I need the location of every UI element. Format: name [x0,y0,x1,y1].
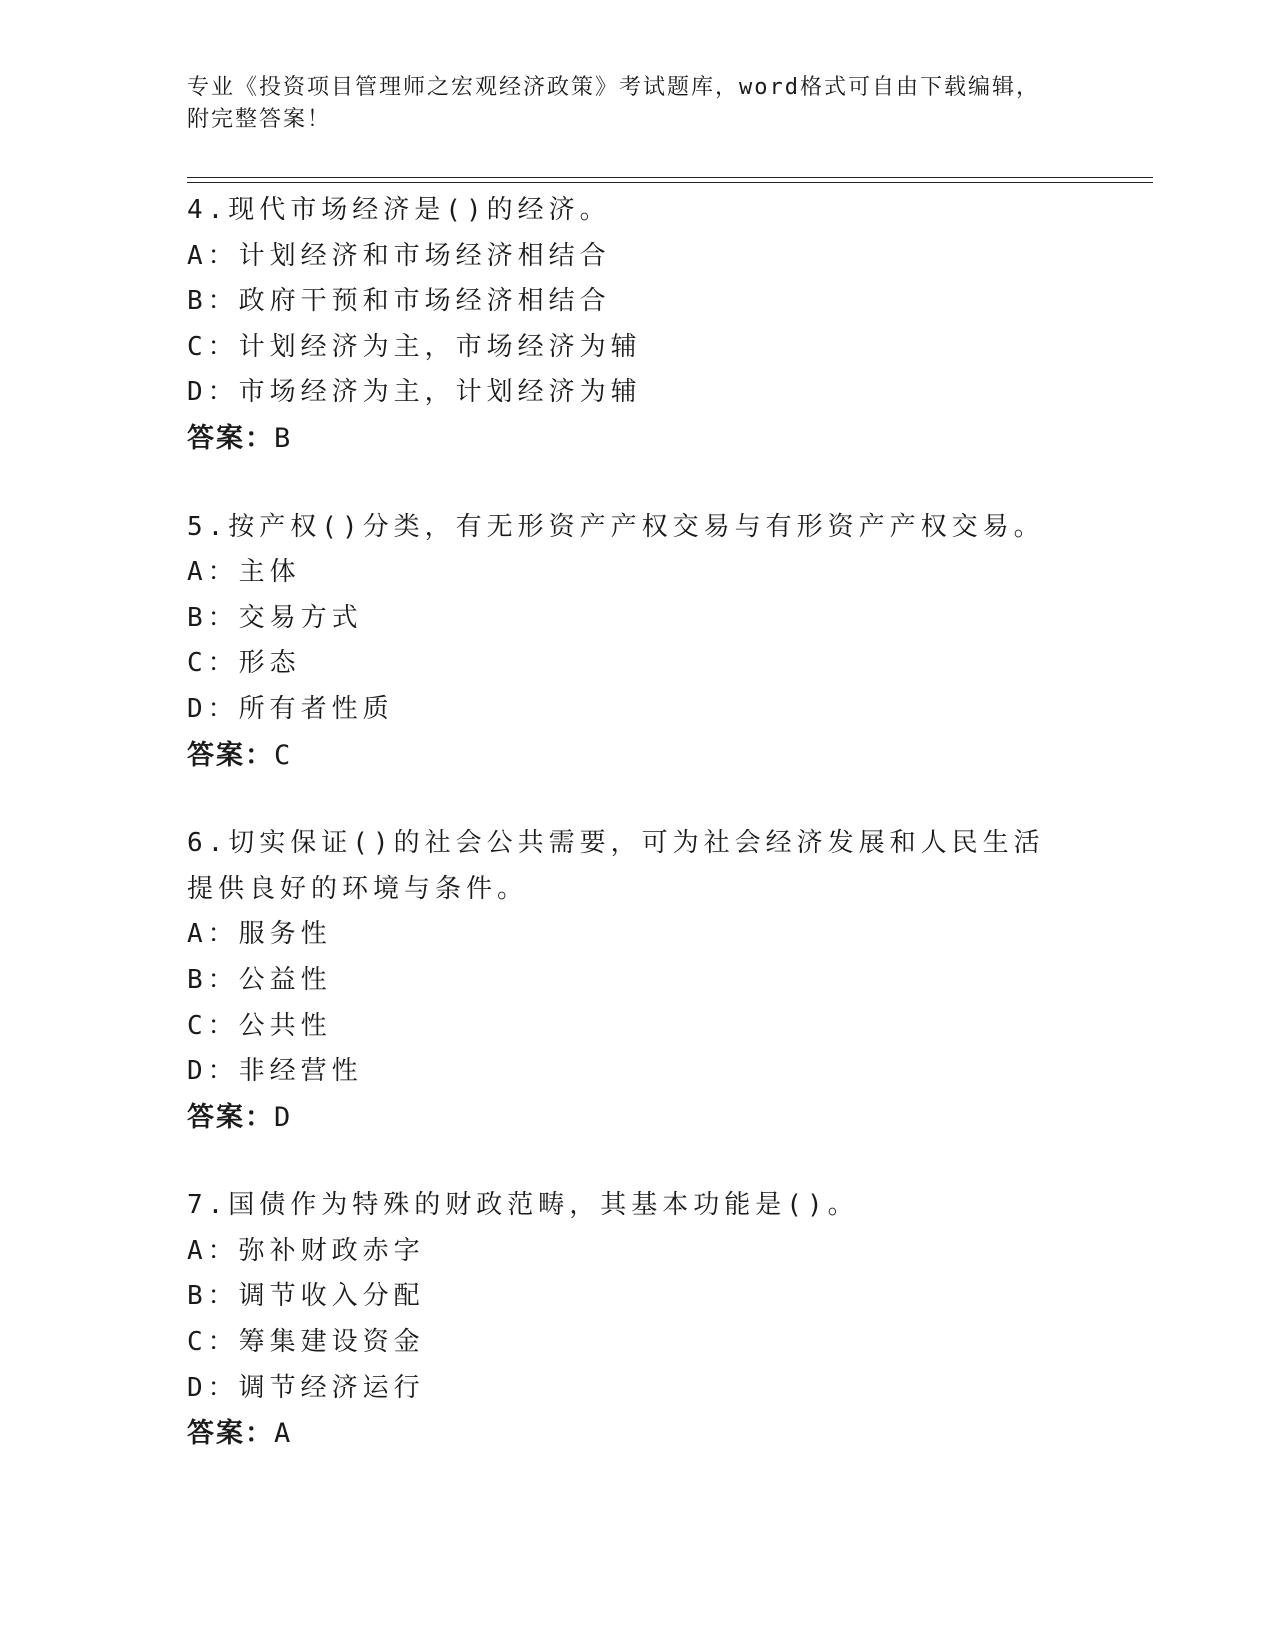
question-6 [187,821,1087,1140]
question-5 [187,505,1087,779]
document-header [187,72,1087,136]
answer-value: D [274,1101,293,1133]
question-stem: 6.切实保证()的社会公共需要，可为社会经济发展和人民生活提供良好的环境与条件。 [187,828,1045,904]
question-7 [187,1183,1087,1457]
question-list [187,188,1087,1500]
answer-value: B [274,422,293,454]
option-c: C：筹集建设资金 [187,1327,425,1358]
option-d: D：非经营性 [187,1056,363,1087]
option-a: A：服务性 [187,919,332,950]
answer-line [187,416,1087,462]
option-c: C：形态 [187,648,301,679]
header-divider-bottom [187,182,1153,183]
question-4 [187,188,1087,462]
answer-value: C [274,739,293,771]
option-b: B：政府干预和市场经济相结合 [187,286,611,317]
answer-line [187,733,1087,779]
answer-line [187,1095,1087,1141]
header-line-2: 附完整答案！ [187,107,332,132]
option-d: D：所有者性质 [187,693,394,724]
option-a: A：弥补财政赤字 [187,1235,425,1266]
option-a: A：主体 [187,557,301,588]
header-line-1: 专业《投资项目管理师之宏观经济政策》考试题库，word格式可自由下载编辑， [187,75,1040,100]
option-b: B：交易方式 [187,602,363,633]
question-stem: 4.现代市场经济是()的经济。 [187,195,611,225]
question-stem: 5.按产权()分类，有无形资产产权交易与有形资产产权交易。 [187,511,1045,542]
option-d: D：市场经济为主，计划经济为辅 [187,377,642,408]
option-b: B：公益性 [187,964,332,995]
option-d: D：调节经济运行 [187,1372,425,1403]
header-divider-top [187,177,1153,178]
answer-line [187,1411,1087,1457]
option-c: C：计划经济为主，市场经济为辅 [187,331,642,362]
answer-label: 答案： [187,1418,274,1450]
option-c: C：公共性 [187,1010,332,1041]
answer-value: A [274,1418,293,1450]
option-a: A：计划经济和市场经济相结合 [187,240,611,271]
answer-label: 答案： [187,422,274,454]
option-b: B：调节收入分配 [187,1281,425,1312]
answer-label: 答案： [187,1101,274,1133]
answer-label: 答案： [187,739,274,771]
question-stem: 7.国债作为特殊的财政范畴，其基本功能是()。 [187,1190,859,1221]
